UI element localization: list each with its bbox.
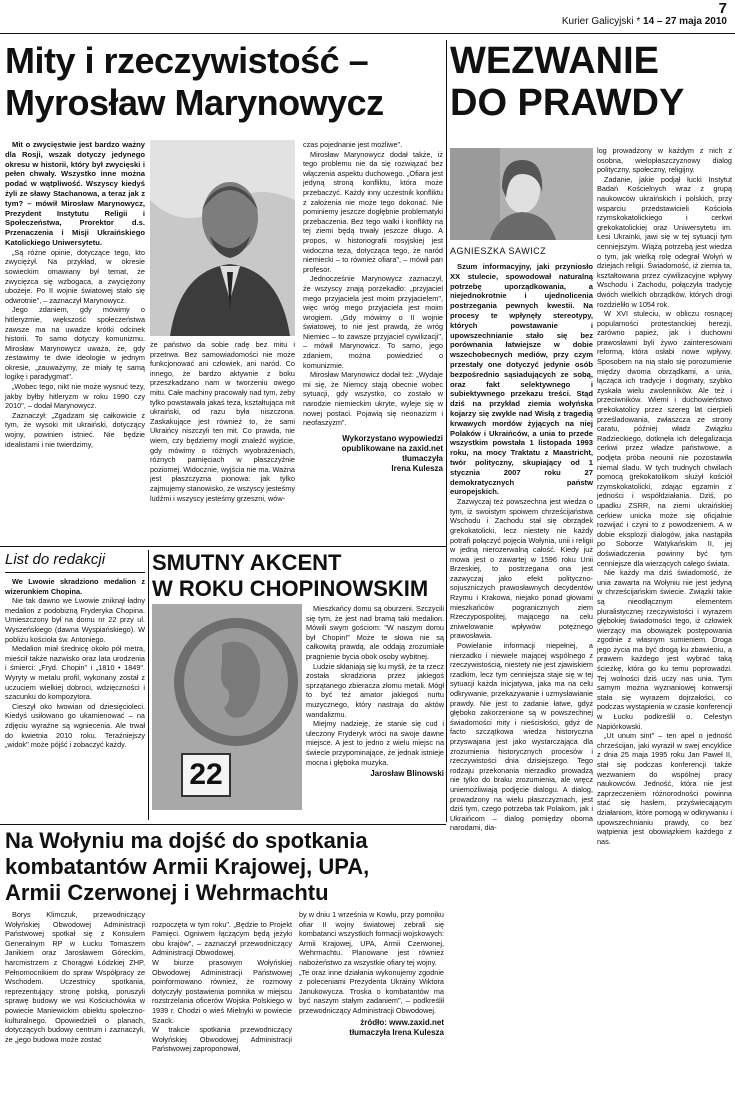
paragraph: Ludzie skłaniają się ku myśli, że ta rzecz została skradziona przez jakiegoś sprzątanego zbieracza złomu metali. Mógł to być też amator jakiegoś nurtu muzycznego, który nastraja do aktów wandalizmu. xyxy=(306,661,444,719)
paragraph: Mirosław Marynowicz dodał też: „Wydaje mi się, że Niemcy stają obecnie wobec sytuacji, gdy wszystko, co zostało w narodzie niemieckim ukryte, wyleje się w nowej postaci. Pojawią się neonazizm i neofaszyzm". xyxy=(303,370,443,428)
header-rule xyxy=(0,33,735,34)
paragraph: Zaznaczył: „Zgadzam się całkowicie z tym, że wysoki mit ukraiński, dotyczący wojny, powinien istnieć. Nie będzie idealistami i nie twierdzimy, xyxy=(5,410,145,449)
article-call-for-truth xyxy=(450,40,735,150)
section-label: List do redakcji xyxy=(5,551,106,568)
article-volhynia-col1 xyxy=(5,910,145,1103)
paragraph: Medalion miał średnicę około pół metra, mieścił także nazwisko oraz lata urodzenia i śmierci: „Fryd. Chopin" i „1810 • 1849". Wyryty w metalu profil, wykonany został z uczuciem wielkiej dobroci, wdzięczności i szacunku do kompozytora. xyxy=(5,644,145,702)
author-portrait-illustration xyxy=(450,148,593,240)
paragraph: Powielanie informacji niepełnej, a nierzadko i niewiele mającej wspólnego z rzeczywistością, niestety nie jest zjawiskiem rzadkim, lecz tym cenniejsza staje się w tej sytuacji każda inicjatywa, jaka ma na celu odkrywanie, przekazywanie i uzmysławianie prawdy. Nie jest to zadanie łatwe, gdyż głęboko zakorzenione są w powszechnej świadomości mity i nieścisłości, gdyż de facto szczątkowa wiedza historyczna przyswajana jest jako wystarczająca dla zrozumienia historycznych procesów i rzeczywistości dnia dzisiejszego. Tego rodzaju przekonania nierzadko prowadzą nie tylko do braku zrozumienia, ale wręcz uniemożliwiają podjęcie dialogu. A dialog, prowadzony na wielu płaszczyznach, jest dziś tym, czego potrzeba tak Polakom, jak i Ukraińcom – dialog pomiędzy oboma narodami, dia- xyxy=(450,641,593,833)
letters-section xyxy=(5,550,145,822)
article-volhynia-col2 xyxy=(152,910,292,1103)
paragraph: Miejmy nadzieję, że stanie się cud i uleczony Fryderyk wróci na swoje dawne miejsce. A jest to jedno z wielu miejsc na świecie przypominające, że jednak istnieje mocna i głęboka muzyka. xyxy=(306,719,444,767)
article-myths-col2 xyxy=(150,340,295,540)
paragraph: Zazwyczaj też powszechna jest wiedza o tym, iż swoistym spoiwem chrześcijaństwa Wschodu i Zachodu stał się obrządek grekokatolicki, lecz niestety nie każdy potrafi połączyć pojęcia Wołynia, unii i religii w jedną nierozerwalną całość. Kiedy już mowa jest o zawartej w 1596 roku Unii Brzeskiej, to postrzegana ona jest zazwyczaj jako efekt polityczno-sojuszniczych prawosławnych decydentów Rzymu i Krakowa, niejako ponad głowami mieszkańców pogranicznych ziem Rzeczypospolitej, mającego na celu zniwelowanie wpływów potężnego prawosławia. xyxy=(450,497,593,641)
paragraph: Jego zdaniem, gdy mówimy o hitleryzmie, większość społeczeństwa zawsze ma na uwadze krótki odcinek historii. To samo dotyczy komunizmu. Mirosław Marynowycz uważa, że, gdy zestawimy te dwie ideologie w jednym okresie, „zauważymy, że miały tę samą logikę i paradygmat". xyxy=(5,305,145,382)
page-number: 7 xyxy=(718,0,727,17)
article-title-line1: Na Wołyniu ma dojść do spotkania xyxy=(5,828,368,853)
article-volhynia-col3 xyxy=(299,910,444,1103)
article-title-line2: W ROKU CHOPINOWSKIM xyxy=(152,576,429,601)
author-photo xyxy=(450,148,593,240)
article-call-col1 xyxy=(450,262,593,833)
paragraph: Mieszkańcy domu są oburzeni. Szczycili się tym, że jest nad bramą taki medalion. Mówili swym gościom: "W naszym domu był Chopin!" Może te słowa nie są całkowitą prawdą, ale oddają zrozumiałe pragnienie bycia obok osoby wybitnej. xyxy=(306,604,444,661)
paragraph: że państwo da sobie radę bez mitu i przetrwa. Bez samowiadomości nie może funkcjonować ani człowiek, ani naród. Co innego, że bardzo aktywnie z boku przeszkadzano nam w tworzeniu owego mitu. Całe machiny pracowały nad tym, żeby tylko powstawała jakaś teza, kształtująca mit ukraiński, od razu była niszczona. Zaskakujące jest również to, że sami Ukraińcy niszczyli ten mit. Co prawda, nie wiem, czy będziemy mogli znaleźć wyjście, gdy mówimy o różnych wyobrażeniach, różnych pamięciach w płaszczyźnie poziomej. Widocznie, wyjścia nie ma. Ważna jest płaszczyzna pionowa: jak tylko zajmujemy stanowisko, że wszyscy jesteśmy ludźmi i wszyscy jesteśmy grzeszni, wów- xyxy=(150,340,295,503)
paragraph: Cieszył oko lwowian od dziesięcioleci. Kiedyś usiłowano go ukamienować – na zdjęciu wyraźne są wgniecenia. Ale trwał do kwietnia 2010 roku. Teraźniejszy „widok" może pójść i zobaczyć każdy. xyxy=(5,701,145,750)
article-title-line1: WEZWANIE xyxy=(450,40,659,82)
article-source: źródło: www.zaxid.net xyxy=(360,1017,444,1027)
article-credit: Wykorzystano wypowiedzi opublikowane na zaxid.net tłumaczyła Irena Kulesza xyxy=(341,433,443,473)
portrait-illustration xyxy=(150,140,295,336)
paragraph: czas pojednanie jest możliwe". xyxy=(303,140,403,149)
letters-divider xyxy=(148,550,149,820)
section-rule xyxy=(0,824,446,825)
medallion-photo xyxy=(152,604,302,810)
article-author: Jarosław Blinowski xyxy=(370,769,444,779)
article-lead: Mit o zwycięstwie jest bardzo ważny dla Rosji, wszak dotyczy jedynego okresu w historii, który był zwycięski i pełen chwały. Wszystko inne można podać w wątpliwość. Wszyscy kiedyś żyli ze sławy Stachanowa, a teraz jak z tym? – mówił Mirosław Marynowycz, Prezydent Instytutu Religii i Społeczeństwa, Prorektor d.s. Przenaczenia i Misji Ukraińskiego Katolickiego Uniwersytetu. xyxy=(5,140,145,247)
article-title-line2: kombatantów Armii Krajowej, UPA, xyxy=(5,854,370,879)
paragraph: W XVI stuleciu, w obliczu rosnącej popularności protestanckiej herezji, zarówno papież, jak i duchowni prawosławni byli żywo zainteresowani reformą, która osłabi nowe wpływy. Sposobem na nią stało się porozumienie między dwoma obrządkami, a unia, łącząca ich tradycje i dogmaty, szybko zyskała wielu zwolenników. Ale też i przeciwników. Wiemi i duchowieństwo grekokatolicy przez szereg lat cierpieli prześladowania, zwłaszcza ze strony caratu, później władz Związku Radzieckiego, dotknęła ich delegalizacja cerkwi przez władze państwowe, a podjęta próba neounii nie pozostawiła niemal śladu. W tych trudnych chwilach pomocą grekokatolikom służył kościół rzymskokatolicki, zdając egzamin z jedności i współdziałania. Dziś, po upadku ZSRR, na ziemi ukraińskiej cerkiew unicka może się oficjalnie rozwijać i czyni to z powodzeniem. A w dobie eksplozji dialogów, jaka nastąpiła po Soborze Watykańskim II, jej doświadczenia powinny być tym cenniejsze dla wierzących całego świata. xyxy=(597,309,732,568)
article-title-line2: DO PRAWDY xyxy=(450,82,685,124)
masthead-line xyxy=(562,16,727,27)
article-myths-col1 xyxy=(5,140,145,540)
article-sad-accent xyxy=(152,550,444,600)
portrait-photo xyxy=(150,140,295,336)
article-title-line1: SMUTNY AKCENT xyxy=(152,550,342,575)
paragraph: by w dniu 1 września w Kowlu, przy pomniku ofiar II wojny światowej zebrali się kombatanci wszystkich formacji wojskowych: Armii Krajowej, UPA, Armii Czerwonej, Wehrmachtu. Planowane jest również nabożeństwo za wszystkie ofiary tej wojny. „Te oraz inne działania wykonujemy zgodnie z poleceniami Prezydenta Ukrainy Wiktora Janukowycza. Troska o kombatantów ma być naszym stałym zadaniem", – podkreślił przewodniczący Administracji Obwodowej. xyxy=(299,910,444,1015)
article-volhynia-meeting xyxy=(5,828,445,908)
paragraph: rozpoczęta w tym roku". „Będzie to Projekt Pamięci. Ogniwem łączącym będą jeżyki obu krajów", – zaznaczył przewodniczący Administracji Obwodowej. W biurze prasowym Wołyńskiej Obwodowej Administracji Państwowej poinformowano również, że rozmowy dotyczyły postawienia pomnika w miejscu rozstrzelania oficerów Wojska Polskiego w 1939 r. Chodzi o wieś Mielnyki w powiecie Szack. W trakcie spotkania przewodniczący Wołyńskiej Obwodowej Administracji Państwowej zaproponował, xyxy=(152,919,292,1054)
letter-lead: We Lwowie skradziono medalion z wizerunkiem Chopina. xyxy=(5,577,145,596)
article-translator: tłumaczyła Irena Kulesza xyxy=(349,1027,444,1037)
article-sad-text xyxy=(306,604,444,820)
paragraph: Nie każdy ma dziś świadomość, że unia zawarta na Wołyniu nie jest jedyną w chrześcijańskim świecie. Związki takie są nieodłącznym elementem pluralistycznej rzeczywistości i wyrazem głębokiej świadomości tego, iż człowiek wierzący ma obowiązek postępowania zgodnie z własnym sumieniem. Droga jego życia ma być drogą ku zbawieniu, a prawem każdego jest wybrać taką ścieżkę, która go ku temu poprowadzi. Tej wolności dziś uczy nas unia. Tym samym można wyznaniowej konwersji stała się wyrazem dojrzałości, co podczas wystąpienia w czasie konferencji w Łucku podkreślił o. Celestyn Napiórkowski. xyxy=(597,568,732,731)
house-number: 22 xyxy=(189,758,223,791)
article-myths-col3 xyxy=(303,140,443,540)
article-author: AGNIESZKA SAWICZ xyxy=(450,246,547,256)
section-rule xyxy=(0,546,446,547)
paper-name: Kurier Galicyjski * xyxy=(561,16,644,27)
article-call-col2 xyxy=(597,146,732,1103)
column-divider xyxy=(446,40,447,822)
article-title: Mity i rzeczywistość – Myrosław Marynowycz xyxy=(5,40,384,123)
paragraph: Nie tak dawno we Lwowie zniknął ładny medalion z podobizną Fryderyka Chopina. Umieszczony był na domu nr 22 przy ul. Wyszeńskiego (dawna Wyspiańskiego). W pobliżu kościoła św. Antoniego. xyxy=(5,596,145,644)
paragraph: Mirosław Marynowycz dodał także, iż tego problemu nie da się rozwiązać bez włączenia aspektu duchowego. „Ofiara jest jedyną stroną konfliktu, która może przebaczyć. Każdy inny uczestnik konfliktu z założenia nie może tego dokonać. Nie pominiemy jeszcze dogłębnie problematyki przebaczenia. Bez tego walki i konflikty na tej ziemi będą trwały jeszcze długo. A propos, w historiografii rosyjskiej jest widoczna teza, dotycząca tego, że naród niemiecki – to również ofiara", – mówił pan profesor. xyxy=(303,149,443,274)
page-header xyxy=(0,0,735,34)
article-lead: Szum informacyjny, jaki przyniosło XX stulecie, spowodował naturalną potrzebę uporządkowania, a niejednokrotnie i ujednolicenia postrzegania pewnych kwestii. Na procesy te wpłynęły stereotypy, których powstawanie i upowszechnianie stało się bez porównania łatwiejsze w dobie wszechobecnych mediów, przy czym przestały one dotyczyć jedynie osób bezpośrednio sąsiadujących ze sobą, oraz fakt selektywnego i subiektywnego przekazu treści. Stąd dziś na przykład ziemia wołyńska kojarzy się zwykle nad Wisłą z tragedią krwawych mordów żyjących na niej Polaków i Ukraińców, a unia to przede wszystkim powstała 1 listopada 1993 roku, na mocy Traktatu z Maastricht, twór polityczny, skupiający od 1 stycznia 2007 roku 27 demokratycznych państw europejskich. xyxy=(450,262,593,497)
paragraph: „Są różne opinie, dotyczące tego, kto zwyciężył. Na przykład, w okresie sowieckim omawiany był temat, że zwycięzca się wzbogaca, a zwyciężony ubożeje. Po II wojnie światowej stało się odwrotnie", – zaznaczył Marynowycz. xyxy=(5,247,145,305)
section-underline xyxy=(5,572,145,573)
paragraph: log prowadzony w każdym z nich z osobna, wielopłaszczyznowy dialog polityczny, społeczny, religijny. xyxy=(597,146,732,175)
paragraph: „Ut unum sint" – ten apel o jedność chrześcijan, jaki wyraził w swej encyklice z dnia 25 maja 1995 roku Jan Paweł II, stał się podczas konferencji także wezwaniem do wspólnej pracy naukowców. Jedność, która nie jest zaprzeczeniem różnorodności powinna stać się hasłem, przyświecającym działaniom, które pomogą w odkrywaniu i upowszechnianiu prawdy, co bez wątpienia jest obowiązkiem każdego z nas. xyxy=(597,731,732,846)
paragraph: Zadanie, jakie podjął łucki Instytut Badań Kościelnych wraz z grupą naukowców ukraińskich i polskich, przy wsparciu przedstawicieli Kościoła rzymskokatolickiego i cerkwi grekokatolickiej oraz Uniwersytetu im. Łesi Ukrainki, jawi się w tej sytuacji tym cenniejszym. Wiążą potrzebą jest wiedza o tym, jak wielką rolę odegrał Wołyń w dziejach religii. Świadomość, iż ziemia ta, kształtowana przez cywilizacyjne wpływy Wschodu i Zachodu, połączyła tradycję dwóch wielkich obrządków, których drogi rozdzieliło w 1054 rok. xyxy=(597,174,732,309)
paragraph: „Wobec tego, nikt nie może wysnuć tezy, jakby byłby hitleryzm w roku 1990 czy 2010", – dodał Marynowycz. xyxy=(5,382,145,411)
article-title-line3: Armii Czerwonej i Wehrmachtu xyxy=(5,880,329,905)
issue-date: 14 – 27 maja 2010 xyxy=(643,16,727,27)
paragraph: Jednocześnie Marynowycz zaznaczył, że wszyscy znają porzekadło: „przyjaciel mego przyjaciela jest moim przyjacielem", więc wróg mego przyjaciela jest moim wrogiem. „Gdy mówimy o II wojnie światowej, to nie jest prawdą, że wróg Niemiec – to zawsze przyjaciel cywilizacji", – mówił Marynowicz. To samo, jego zdaniem, można powiedzieć o komunizmie. xyxy=(303,274,443,370)
paragraph: Borys Klimczuk, przewodniczący Wołyńskiej Obwodowej Administracji Państwowej spotkał się z Konsulem Generalnym RP w Łucku Tomaszem Janikiem oraz Jarosławem Góreckim, harcmistrzem z Chorągwi Łódzkiej ZHP, Pełnomocnikiem do spraw Współpracy ze Wschodem. Uczestnicy spotkania, reprezentujący stronę polską, poruszyli sprawę budowy we wsi Kościuchówka w powiecie Maniewickim obiektu społeczno-kulturalnego. Opowiedzieli o planach, dotyczących budowy centrum i zaznaczyli, że „jego budowa może zostać xyxy=(5,910,145,1044)
